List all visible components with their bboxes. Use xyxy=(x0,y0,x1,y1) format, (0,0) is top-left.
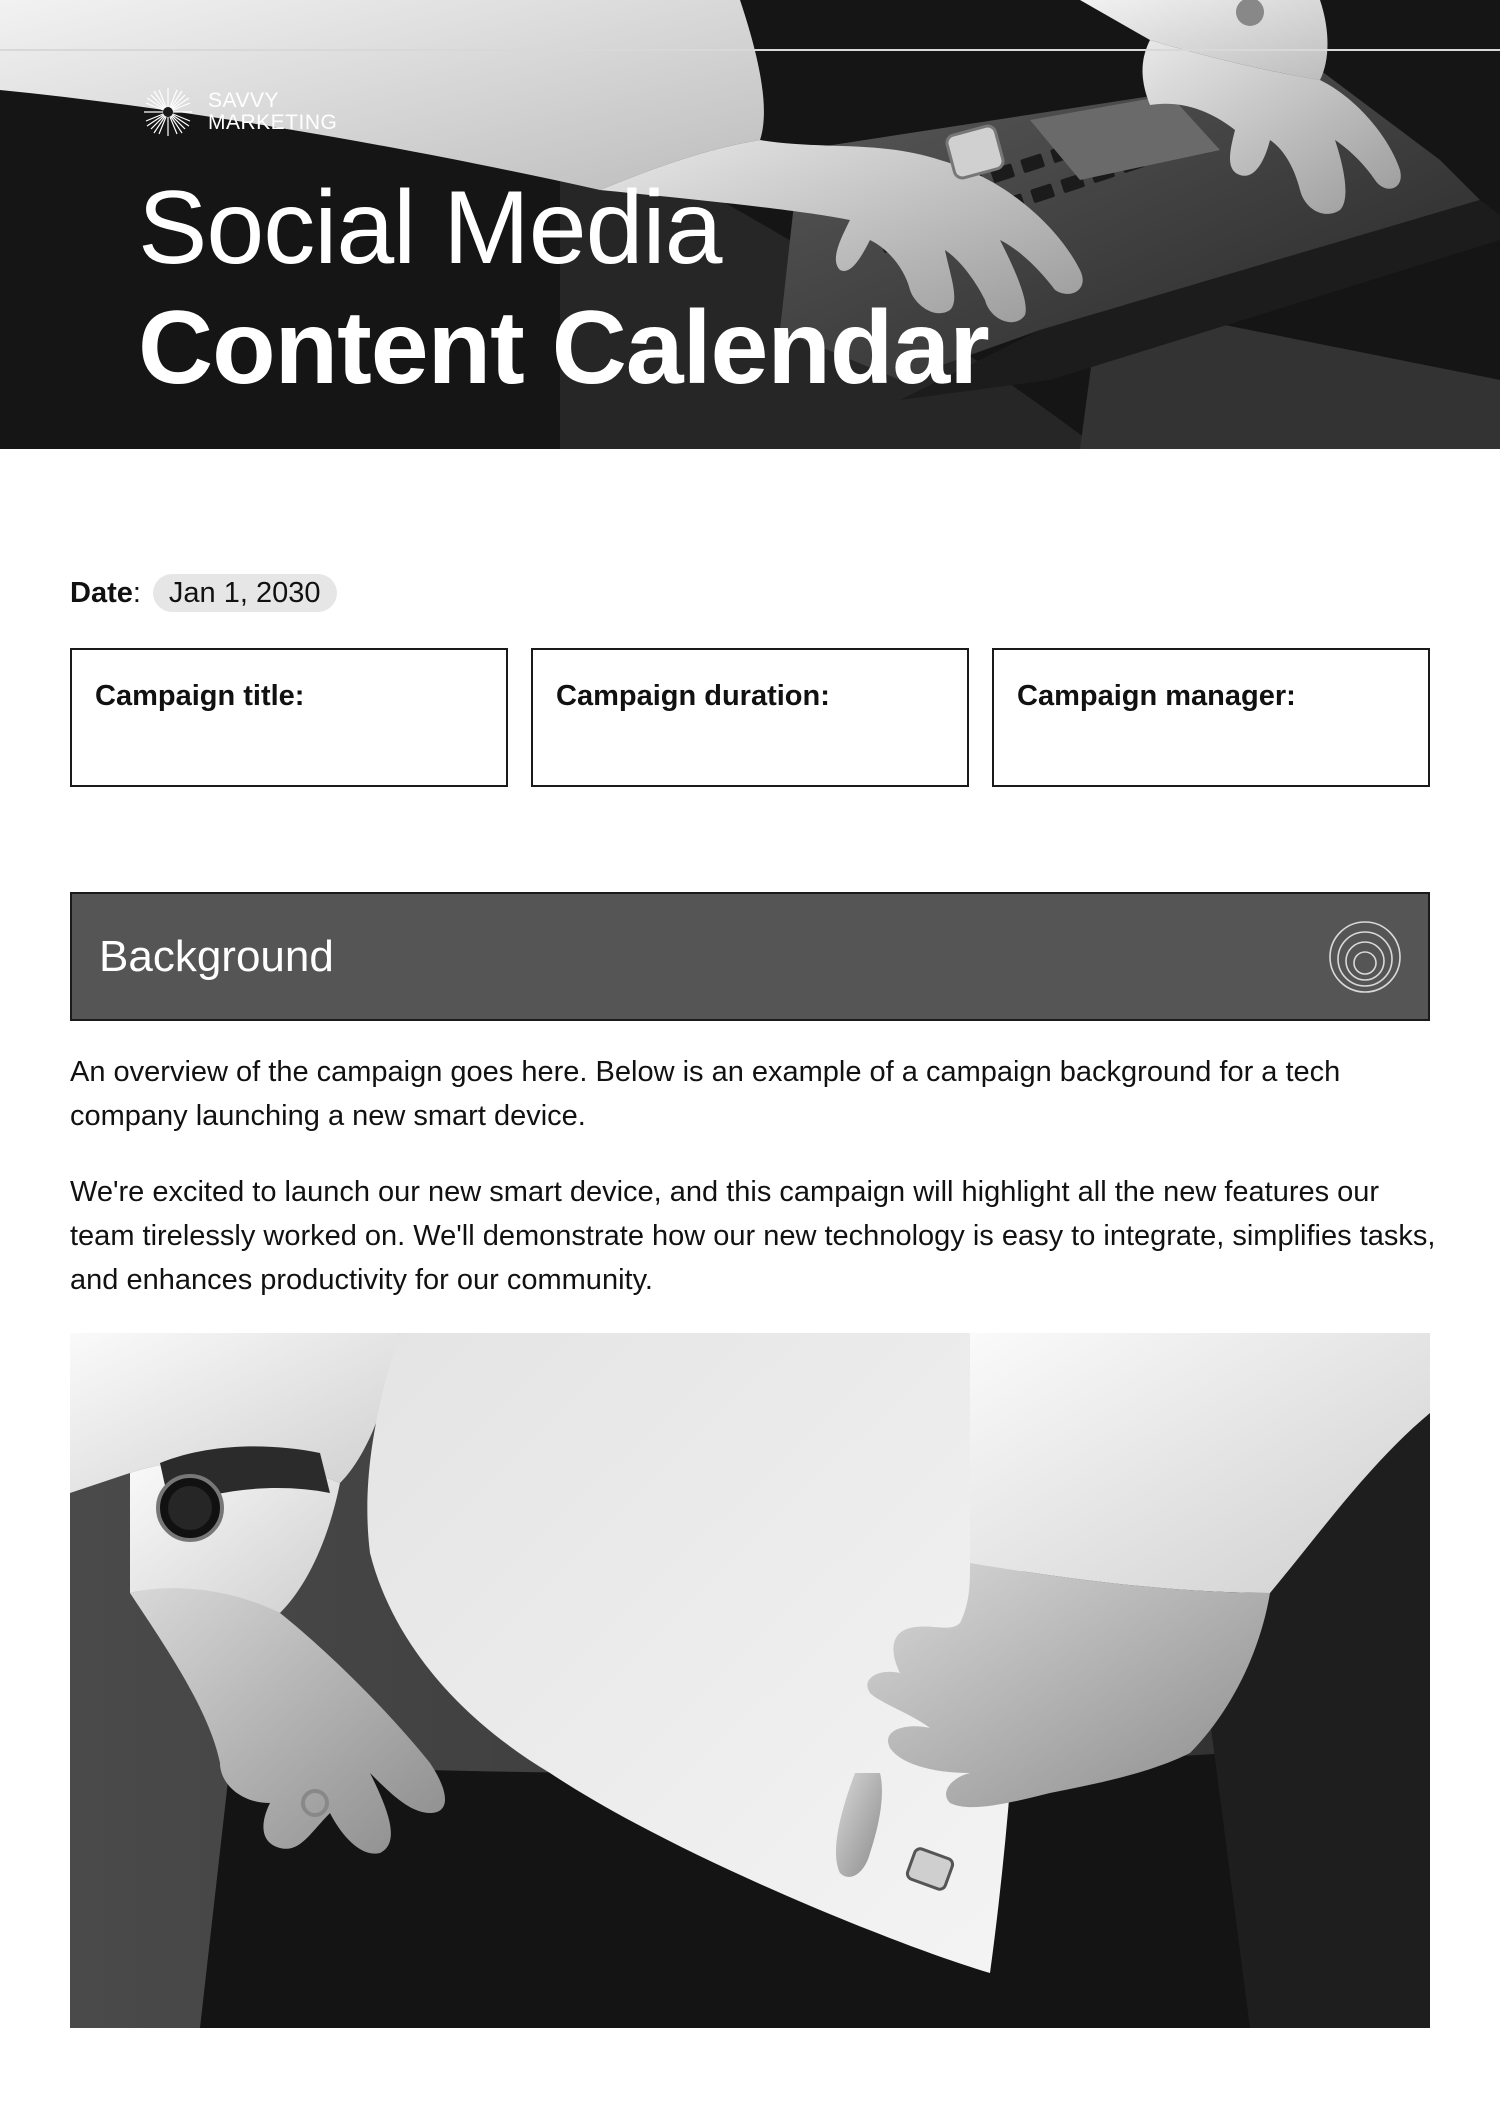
background-paragraph-1: An overview of the campaign goes here. Below is an example of a campaign background for a tech company launching a new smart device. xyxy=(70,1056,1341,1132)
page-title-line-2: Content Calendar xyxy=(138,290,989,406)
background-section-header xyxy=(70,892,1430,1021)
background-heading: Background xyxy=(99,932,334,981)
campaign-photo xyxy=(70,1333,1430,2028)
page-title-line-1: Social Media xyxy=(138,170,722,286)
campaign-photo-image xyxy=(70,1333,1430,2028)
brand-line-1: SAVVY xyxy=(208,89,279,112)
date-label: Date xyxy=(70,576,133,609)
background-paragraph-2: We're excited to launch our new smart device, and this campaign will highlight all the new features our team tirelessly worked on. We'll demonstrate how our new technology is easy to integrate, simplifies tasks, and enhances productivity for our community. xyxy=(70,1176,1436,1296)
starburst-icon xyxy=(142,86,194,138)
date-colon: : xyxy=(132,576,141,609)
campaign-title-field[interactable] xyxy=(70,648,508,787)
campaign-duration-field[interactable] xyxy=(531,648,969,787)
campaign-info-boxes xyxy=(70,648,1430,787)
brand-name xyxy=(208,90,337,134)
campaign-manager-field[interactable] xyxy=(992,648,1430,787)
campaign-title-label: Campaign title: xyxy=(95,680,305,712)
campaign-manager-label: Campaign manager: xyxy=(1017,680,1296,712)
brand-line-2: MARKETING xyxy=(208,111,338,134)
date-row xyxy=(70,574,337,612)
header-banner xyxy=(0,0,1500,449)
date-value[interactable]: Jan 1, 2030 xyxy=(153,574,337,612)
campaign-duration-label: Campaign duration: xyxy=(556,680,830,712)
concentric-circles-icon xyxy=(1328,920,1402,994)
header-rule xyxy=(0,49,1500,51)
brand xyxy=(142,86,337,138)
